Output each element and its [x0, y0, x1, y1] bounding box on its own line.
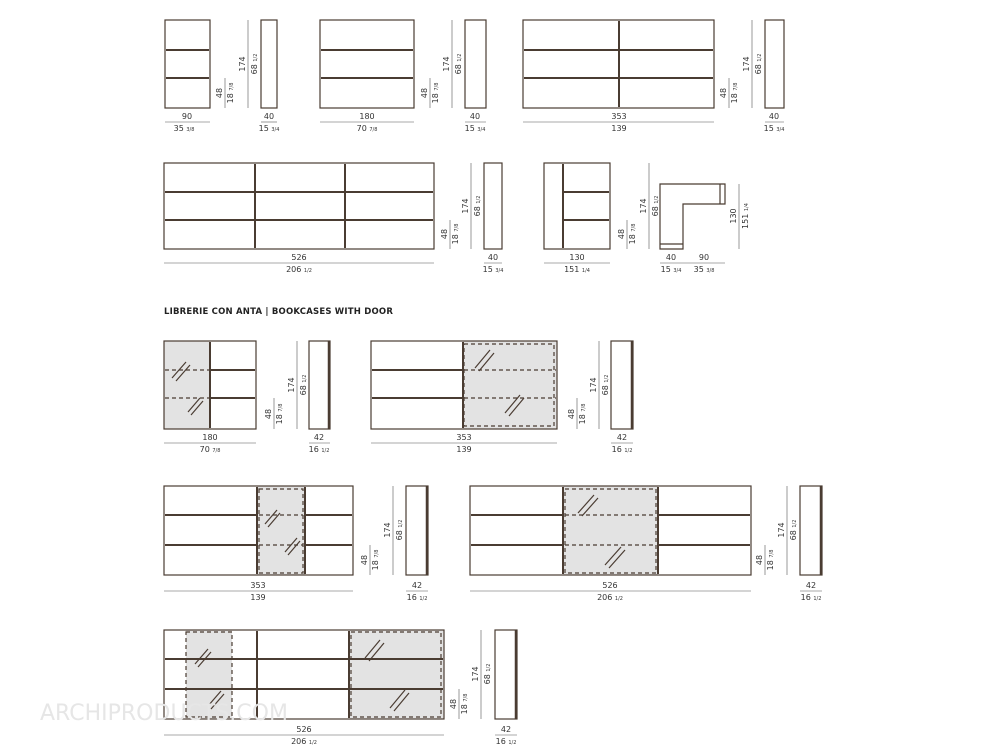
dim-label: 40 — [263, 112, 275, 121]
dim-label: 18 7/8 — [766, 549, 775, 571]
dim-label: 15 3/4 — [464, 124, 486, 133]
dim-label: 174 — [461, 198, 470, 214]
dim-label: 151 1/4 — [564, 265, 590, 274]
dim-label: 130 — [569, 253, 585, 262]
corner-bookcase-plan — [660, 184, 725, 249]
dim-label: 70 7/8 — [356, 124, 378, 133]
corner-bookcase-front — [544, 163, 610, 249]
dim-label: 174 — [639, 198, 648, 214]
bookcase-side-40 — [484, 163, 502, 249]
dim-label: 42 — [500, 725, 512, 734]
dim-label: 151 1/4 — [741, 203, 750, 229]
dim-label: 526 — [296, 725, 312, 734]
dim-label: 18 7/8 — [460, 693, 469, 715]
dim-label: 174 — [742, 56, 751, 72]
bookcase-side-40 — [465, 20, 486, 108]
dim-label: 18 7/8 — [431, 82, 440, 104]
dim-label: 206 1/2 — [291, 737, 317, 746]
watermark: ARCHIPRODUCTS.COM — [40, 701, 288, 726]
dim-label: 68 1/2 — [250, 53, 259, 75]
bookcase-353-front — [523, 20, 714, 108]
dim-label: 48 — [264, 408, 273, 420]
dim-label: 16 1/2 — [308, 445, 330, 454]
dim-label: 42 — [411, 581, 423, 590]
dim-label: 206 1/2 — [597, 593, 623, 602]
dim-label: 174 — [442, 56, 451, 72]
dim-label: 139 — [250, 593, 266, 602]
dim-label: 18 7/8 — [730, 82, 739, 104]
dim-label: 139 — [611, 124, 627, 133]
dim-label: 68 1/2 — [395, 519, 404, 541]
dim-label: 18 7/8 — [371, 549, 380, 571]
dim-label: 48 — [719, 87, 728, 99]
dim-label: 174 — [471, 666, 480, 682]
dim-label: 174 — [383, 522, 392, 538]
dim-label: 15 3/4 — [660, 265, 682, 274]
dim-label: 353 — [611, 112, 627, 121]
dim-label: 68 1/2 — [454, 53, 463, 75]
dim-label: 40 — [469, 112, 481, 121]
dim-label: 15 3/4 — [258, 124, 280, 133]
dim-label: 18 7/8 — [275, 403, 284, 425]
dim-label: 180 — [359, 112, 375, 121]
dim-label: 130 — [729, 208, 738, 224]
dim-label: 18 7/8 — [226, 82, 235, 104]
dim-label: 68 1/2 — [299, 374, 308, 396]
dim-label: 174 — [589, 377, 598, 393]
dim-label: 174 — [777, 522, 786, 538]
door-bookcase-180-front — [164, 341, 256, 429]
dim-label: 35 3/8 — [173, 124, 195, 133]
dim-label: 70 7/8 — [199, 445, 221, 454]
dim-label: 16 1/2 — [800, 593, 822, 602]
dim-label: 174 — [238, 56, 247, 72]
door-bookcase-353-front — [371, 341, 557, 429]
dim-label: 18 7/8 — [451, 223, 460, 245]
dim-label: 48 — [215, 87, 224, 99]
door-bookcase-side-42 — [309, 341, 330, 429]
dim-label: 180 — [202, 433, 218, 442]
dim-label: 90 — [181, 112, 193, 121]
door-bookcase-353-center-front — [164, 486, 353, 575]
dim-label: 40 — [487, 253, 499, 262]
dim-label: 48 — [617, 228, 626, 240]
dim-label: 42 — [313, 433, 325, 442]
dim-label: 42 — [805, 581, 817, 590]
dim-label: 48 — [567, 408, 576, 420]
dim-label: 90 — [698, 253, 710, 262]
dim-label: 18 7/8 — [578, 403, 587, 425]
dim-label: 48 — [449, 698, 458, 710]
dim-label: 35 3/8 — [693, 265, 715, 274]
bookcase-side-40 — [765, 20, 784, 108]
dim-label: 16 1/2 — [611, 445, 633, 454]
bookcase-side-40 — [261, 20, 277, 108]
door-bookcase-side-42 — [611, 341, 633, 429]
dim-label: 16 1/2 — [406, 593, 428, 602]
dim-label: 15 3/4 — [763, 124, 785, 133]
bookcase-180-front — [320, 20, 414, 108]
dim-label: 68 1/2 — [651, 195, 660, 217]
door-bookcase-side-42 — [800, 486, 822, 575]
door-bookcase-side-42 — [406, 486, 428, 575]
dim-label: 353 — [250, 581, 266, 590]
door-bookcase-526-center-front — [470, 486, 751, 575]
dim-label: 68 1/2 — [473, 195, 482, 217]
dim-label: 68 1/2 — [601, 374, 610, 396]
dim-label: 68 1/2 — [789, 519, 798, 541]
dim-label: 16 1/2 — [495, 737, 517, 746]
dim-label: 48 — [440, 228, 449, 240]
dim-label: 18 7/8 — [628, 223, 637, 245]
dim-label: 40 — [768, 112, 780, 121]
dim-label: 68 1/2 — [483, 663, 492, 685]
dim-label: 526 — [291, 253, 307, 262]
dim-label: 48 — [755, 554, 764, 566]
dim-label: 174 — [287, 377, 296, 393]
section-title: LIBRERIE CON ANTA | BOOKCASES WITH DOOR — [164, 307, 394, 317]
bookcase-90-front — [165, 20, 210, 108]
door-bookcase-side-42 — [495, 630, 517, 719]
dim-label: 353 — [456, 433, 472, 442]
dim-label: 206 1/2 — [286, 265, 312, 274]
dim-label: 15 3/4 — [482, 265, 504, 274]
dim-label: 42 — [616, 433, 628, 442]
dim-label: 48 — [360, 554, 369, 566]
dim-label: 526 — [602, 581, 618, 590]
dim-label: 139 — [456, 445, 472, 454]
dim-label: 48 — [420, 87, 429, 99]
dim-label: 68 1/2 — [754, 53, 763, 75]
dim-label: 40 — [665, 253, 677, 262]
bookcase-526-front — [164, 163, 434, 249]
